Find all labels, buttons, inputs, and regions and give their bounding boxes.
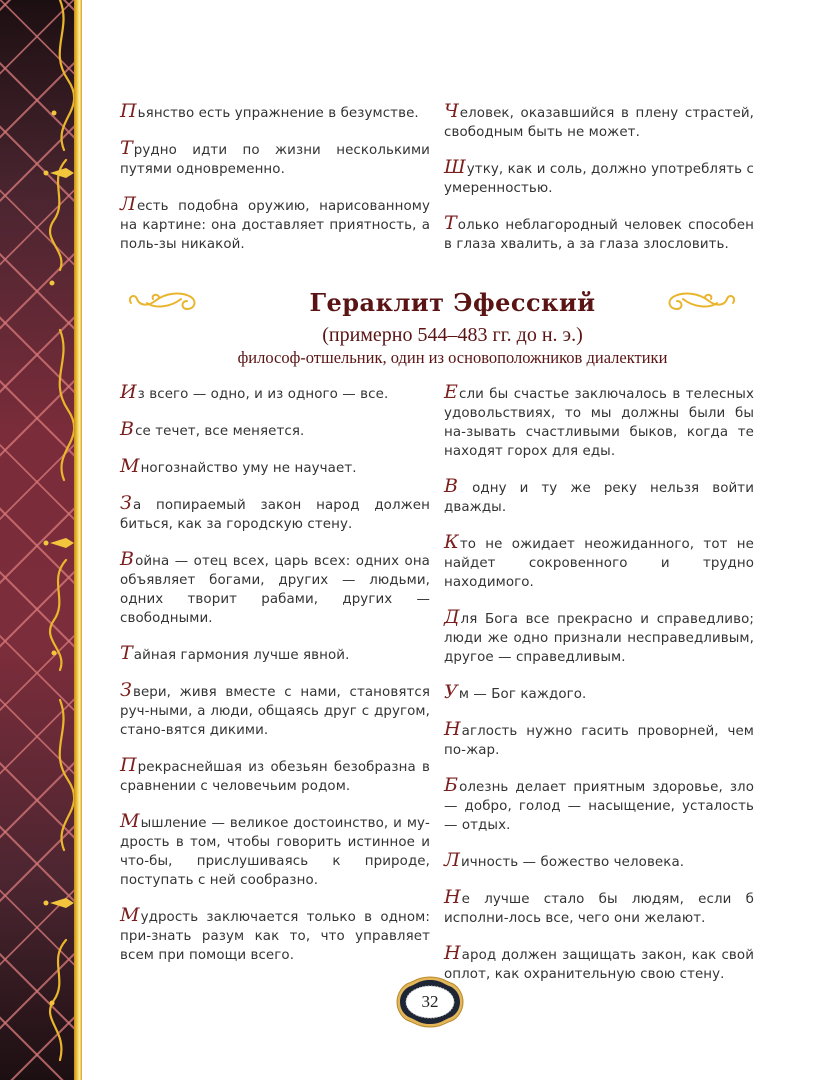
quote-text: олезнь делает приятным здоровье, зло — добро, голод — насыщение, усталость — отдых. [444, 780, 754, 833]
quote [444, 681, 754, 704]
quote-initial: М [120, 810, 140, 832]
quote-text: м — Бог каждого. [458, 687, 587, 702]
quote-text: арод должен защищать закон, как свой оплот, как охранительную свою стену. [444, 948, 754, 982]
quote-text: утку, как и соль, должно употреблять с умеренностью. [444, 162, 754, 196]
quotes-right [444, 381, 754, 1002]
quote-initial: М [120, 904, 140, 926]
quote [444, 942, 754, 984]
quote-text: з всего — одно, и из одного — все. [137, 387, 389, 402]
quote-initial: Н [444, 942, 461, 964]
quote [120, 492, 430, 534]
quote [120, 548, 430, 628]
quote-initial: Ч [444, 100, 459, 122]
quote [444, 849, 754, 872]
quote-text: еловек, оказавшийся в плену страстей, свободным быть не может. [444, 106, 754, 140]
section-description: философ-отшельник, один из основоположников диалектики [237, 348, 668, 367]
quote-text: аглость нужно гасить проворней, чем по-жар. [444, 724, 754, 758]
quote-initial: Л [444, 849, 460, 871]
quote [120, 810, 430, 890]
quote [120, 455, 430, 478]
quote [444, 606, 754, 667]
quote-text: удрость заключается только в одном: при-знать разум как то, что управляет всем при помощи всего. [120, 910, 430, 963]
quote-initial: Т [444, 212, 457, 234]
quote-initial: Е [444, 381, 458, 403]
quote-text: ногознайство уму не научает. [140, 461, 357, 476]
quote [444, 100, 754, 142]
quote-initial: З [120, 492, 132, 514]
quote [120, 193, 430, 254]
quote-text: е лучше стало бы людям, если б исполни-лось все, чего они желают. [444, 892, 754, 926]
quote-initial: В [120, 548, 135, 570]
quote-initial: Т [120, 137, 133, 159]
quote-text: ышление — великое достоинство, и му-дрость в том, чтобы говорить истинное и что-бы, прислушиваясь к природе, поступать с ней сообразно. [120, 816, 430, 888]
gold-scroll-ornament-icon [38, 0, 78, 1080]
quote-text: а попираемый закон народ должен биться, как за городскую стену. [120, 498, 430, 532]
section-title: Гераклит Эфесский [309, 288, 596, 317]
quote-initial: Л [120, 193, 136, 215]
quote-text: ичность — божество человека. [460, 855, 685, 870]
quote-text: есть подобна оружию, нарисованному на картине: она доставляет приятность, а поль-зы никакой. [120, 199, 430, 252]
gold-rule [74, 0, 82, 1080]
quote [444, 531, 754, 592]
quote-initial: Т [120, 642, 133, 664]
quote-text: айная гармония лучше явной. [133, 648, 350, 663]
section-header [82, 288, 823, 368]
quote-text: ойна — отец всех, царь всех: одних она объявляет богами, других — людьми, одних творит рабами, других — свободными. [120, 554, 430, 626]
quote [120, 381, 430, 404]
quote-initial: Б [444, 774, 459, 796]
top-quotes-right [444, 100, 754, 272]
quote-initial: Д [444, 606, 460, 628]
quote-initial: Н [444, 886, 461, 908]
page [82, 0, 823, 1080]
quote-initial: В [120, 418, 135, 440]
quote-text: вери, живя вместе с нами, становятся руч-ными, а люди, общаясь друг с другом, стано-вятся дикими. [120, 685, 430, 738]
section-dates: (примерно 544–483 гг. до н. э.) [322, 324, 583, 346]
quote-text: сли бы счастье заключалось в телесных удовольствиях, то мы должны были бы на-зывать счастливыми быков, когда те находят горох для еды. [444, 387, 754, 459]
top-quotes-left [120, 100, 430, 272]
quote-initial: И [120, 381, 137, 403]
quote [444, 212, 754, 254]
quote [444, 475, 754, 517]
quote [444, 774, 754, 835]
quote-text: то не ожидает неожиданного, тот не найдет сокровенного и трудно находимого. [444, 537, 754, 590]
quote [120, 642, 430, 665]
quote-initial: П [120, 754, 137, 776]
quote [120, 137, 430, 179]
quote [120, 904, 430, 965]
quote-text: олько неблагородный человек способен в глаза хвалить, а за глаза злословить. [444, 218, 754, 252]
quote-initial: Н [444, 718, 461, 740]
quote-initial: П [120, 100, 137, 122]
quote-initial: К [444, 531, 459, 553]
quote-initial: В [444, 475, 459, 497]
quote [444, 156, 754, 198]
quote-initial: Ш [444, 156, 466, 178]
page-number: 32 [421, 992, 439, 1011]
quote [444, 718, 754, 760]
quote [444, 886, 754, 928]
quote [120, 679, 430, 740]
quote-text: се течет, все меняется. [135, 424, 305, 439]
quote-text: рудно идти по жизни несколькими путями одновременно. [120, 143, 430, 177]
quote-text: одну и ту же реку нельзя войти дважды. [444, 481, 754, 515]
quote [120, 100, 430, 123]
quote-initial: З [120, 679, 132, 701]
quote [444, 381, 754, 461]
quote-text: ьянство есть упражнение в безумстве. [137, 106, 419, 121]
quotes-left [120, 381, 430, 983]
quote-initial: У [444, 681, 458, 703]
quote [120, 754, 430, 796]
quote-text: ля Бога все прекрасно и справедливо; люди же одно признали несправедливым, другое — справедливым. [444, 612, 754, 665]
quote [120, 418, 430, 441]
quote-text: рекраснейшая из обезьян безобразна в сравнении с человечьим родом. [120, 760, 430, 794]
quote-initial: М [120, 455, 140, 477]
